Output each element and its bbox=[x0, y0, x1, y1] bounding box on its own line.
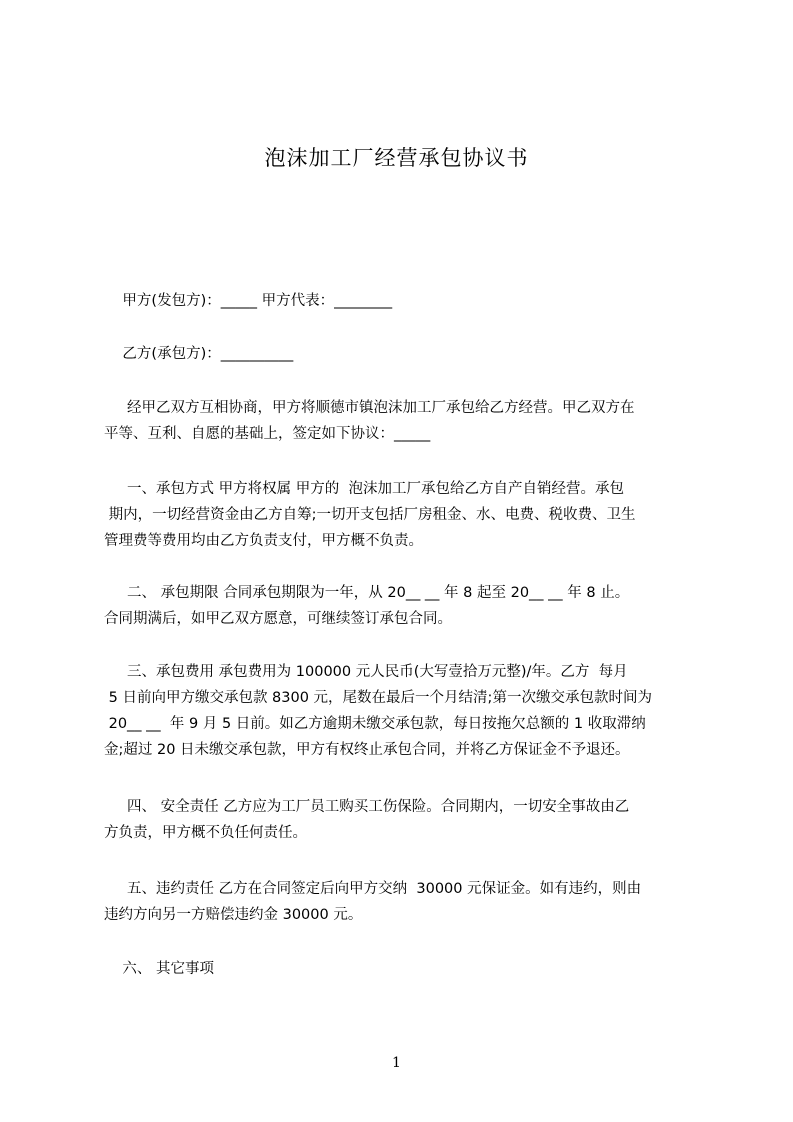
section-1-line: 管理费等费用均由乙方负责支付，甲方概不负责。 bbox=[104, 533, 423, 549]
section-6-heading: 六、 其它事项 bbox=[104, 961, 215, 977]
section-4-line: 四、 安全责任 乙方应为工厂员工购买工伤保险。合同期内，一切安全事故由乙 bbox=[104, 799, 630, 815]
section-1-line: 期内，一切经营资金由乙方自筹;一切开支包括厂房租金、水、电费、税收费、卫生 bbox=[104, 507, 636, 523]
page-title: 泡沫加工厂经营承包协议书 bbox=[264, 146, 529, 170]
section-3-line: 金;超过 20 日未缴交承包款，甲方有权终止承包合同，并将乙方保证金不予退还。 bbox=[104, 742, 630, 758]
party-a-line: 甲方(发包方)：_____ 甲方代表：________ bbox=[104, 293, 393, 309]
intro-line: 平等、互利、自愿的基础上，签定如下协议：_____ bbox=[104, 426, 431, 442]
section-2-line: 二、 承包期限 合同承包期限为一年，从 20__ __ 年 8 起至 20__ __ 年 8 止。 bbox=[104, 585, 630, 601]
section-3-line: 20__ __ 年 9 月 5 日前。如乙方逾期未缴交承包款，每日按拖欠总额的 1 收取滞纳 bbox=[104, 716, 646, 732]
intro-line: 经甲乙双方互相协商，甲方将顺德市镇泡沫加工厂承包给乙方经营。甲乙双方在 bbox=[104, 400, 635, 416]
section-2-paragraph bbox=[104, 580, 702, 632]
intro-paragraph bbox=[104, 395, 702, 447]
section-3-line: 三、承包费用 承包费用为 100000 元人民币(大写壹拾万元整)/年。乙方 每月 bbox=[104, 664, 628, 680]
section-1-line: 一、承包方式 甲方将权属 甲方的 泡沫加工厂承包给乙方自产自销经营。承包 bbox=[104, 481, 624, 497]
section-5-line: 违约方向另一方赔偿违约金 30000 元。 bbox=[104, 907, 363, 923]
section-3-line: 5 日前向甲方缴交承包款 8300 元，尾数在最后一个月结清;第一次缴交承包款时间为 bbox=[104, 690, 652, 706]
section-1-paragraph bbox=[104, 476, 702, 554]
section-3-paragraph bbox=[104, 659, 702, 763]
page-number: 1 bbox=[392, 1055, 401, 1071]
section-4-paragraph bbox=[104, 794, 702, 846]
party-b-line: 乙方(承包方)：__________ bbox=[104, 346, 294, 362]
section-2-line: 合同期满后，如甲乙双方愿意，可继续签订承包合同。 bbox=[104, 611, 452, 627]
section-5-paragraph bbox=[104, 876, 702, 928]
section-5-line: 五、违约责任 乙方在合同签定后向甲方交纳 30000 元保证金。如有违约，则由 bbox=[104, 881, 642, 897]
section-4-line: 方负责，甲方概不负任何责任。 bbox=[104, 825, 307, 841]
